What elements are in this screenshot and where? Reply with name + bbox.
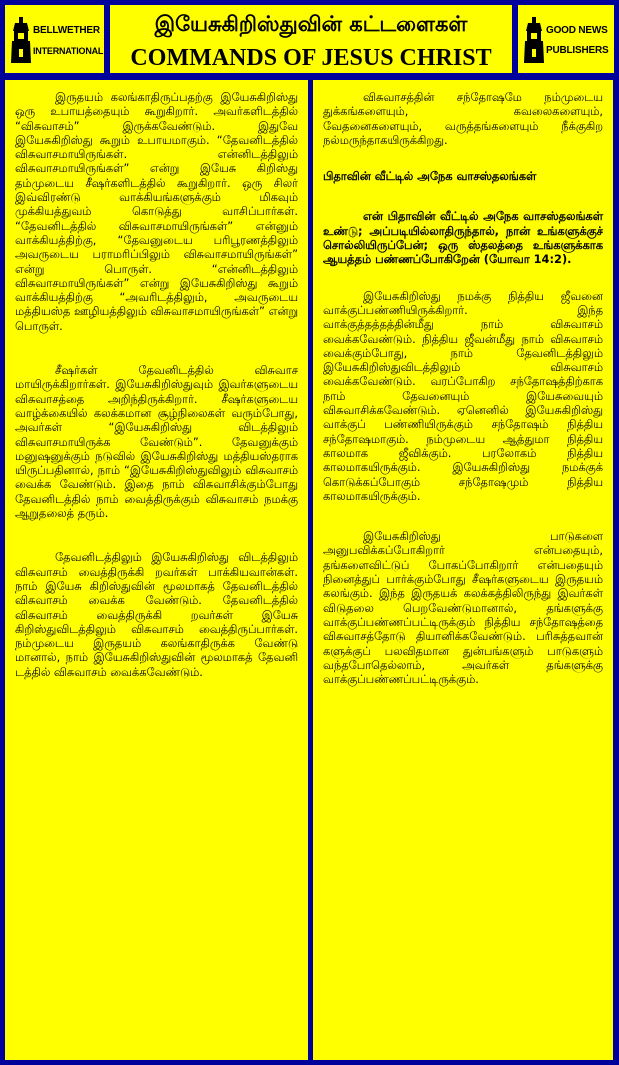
- logo-left-line1: BELLWETHER: [33, 25, 100, 36]
- left-paragraph-2: சீஷர்கள் தேவனிடத்தில் விசுவாச மாயிருக்கிறார்கள். இயேசுகிறிஸ்துவும் இவர்களுடைய விசுவாசத்தை அறிந்திருக்கிறார். சீஷர்களுடைய வாழ்க்கையில் கலக்கமான சூழ்நிலைகள் வரும்போது, அவர்கள் “இயேசுகிறிஸ்து விடத்திலும் விசுவாசமாயிருக்க வேண்டும்”. தேவனுக்கும் மனுஷனுக்கும் நடுவில் இயேசுகிறிஸ்து மத்தியஸ்தராக யிருப்பதினால், நாம் “இயேசுகிறிஸ்துவிலும் விசுவாசம் வைக்க வேண்டும். இதை நாம் விசுவாசிக்கும்போது தேவனிடத்தில் நாம் வைத்திருக்கும் விசுவாசம் நமக்கு ஆறுதலைத் தரும்.: [15, 363, 298, 521]
- left-column: [5, 80, 308, 1060]
- right-paragraph-1: விசுவாசத்தின் சந்தோஷமே நம்முடைய துக்கங்களையும், கவலைகளையும், வேதனைகளையும், வருத்தங்களையும் நீக்குகிற நல்மருந்தாகயிருக்கிறது.: [323, 90, 603, 147]
- header: [3, 3, 616, 75]
- section-heading: பிதாவின் வீட்டில் அநேக வாசஸ்தலங்கள்: [323, 169, 537, 184]
- right-paragraph-2: இயேசுகிறிஸ்து நமக்கு நித்திய ஜீவனை வாக்குப்பண்ணியிருக்கிறார். இந்த வாக்குத்தத்தத்தின்மீது நாம் விசுவாசம் வைக்கவேண்டும். நித்திய ஜீவன்மீது நாம் விசுவாசம் வைக்கும்போது, நாம் தேவனிடத்திலும் இயேசுகிறிஸ்துவிடத்திலும் விசுவாசம் வைக்கவேண்டும். வரப்போகிற சந்தோஷத்திற்காக நாம் தேவனையும் இயேசுவையும் விசுவாசிக்கவேண்டும். ஏனெனில் இயேசுகிறிஸ்து வாக்குப் பண்ணியிருக்கும் சந்தோஷம் நித்திய சந்தோஷமாகும். நம்முடைய ஆத்துமா நித்திய காலமாக ஜீவிக்கும். பரலோகம் நித்திய காலமாகயிருக்கும். இயேசுகிறிஸ்து நமக்குக் கொடுக்கப்போகும் சந்தோஷமும் நித்திய காலமாகயிருக்கும்.: [323, 288, 603, 503]
- right-paragraph-3: இயேசுகிறிஸ்து பாடுகளை அனுபவிக்கப்போகிறார் என்பதையும், தங்களைவிட்டுப் போகப்போகிறார் என்பதையும் நினைத்துப் பார்க்கும்போது சீஷர்களுடைய இருதயம் கலங்கும். இந்த இருதயக் கலக்கத்திலிருந்து இவர்கள் விடுதலை பெறவேண்டுமானால், தங்களுக்கு வாக்குப்பண்ணப்பட்டிருக்கும் நித்திய சந்தோஷத்தை விசுவாசத்தோடு தியானிக்கவேண்டும். பரிசுத்தவான் களுக்குப் பலவிதமான துன்பங்களும் பாடுகளும் வந்தபோதெல்லாம், அவர்கள் தங்களுக்கு வாக்குப்பண்ணப்பட்டிருக்கும்.: [323, 529, 603, 687]
- good-news-logo: [516, 3, 616, 75]
- right-column: [313, 80, 613, 1060]
- title-english: COMMANDS OF JESUS CHRIST: [130, 45, 492, 71]
- bell-tower-icon: [11, 17, 31, 63]
- logo-right-line2: PUBLISHERS: [546, 45, 609, 56]
- title-tamil: இயேசுகிறிஸ்துவின் கட்டளைகள்: [154, 12, 468, 36]
- left-paragraph-3: தேவனிடத்திலும் இயேசுகிறிஸ்து விடத்திலும் விசுவாசம் வைத்திருக்கி றவர்கள் பாக்கியவான்கள். நாம் இயேசு கிறிஸ்துவின் மூலமாகத் தேவனிடத்தில் விசுவாசம் வைக்க வேண்டும். தேவனிடத்தில் விசுவாசம் வைத்திருக்கி றவர்கள் இயேசு கிறிஸ்துவிடத்திலும் விசுவாசம் வைத்திருப்பார்கள். நம்முடைய இருதயம் கலங்காதிருக்க வேண்டு மானால், நாம் இயேசுகிறிஸ்துவின் மூலமாகத் தேவனி டத்தில் விசுவாசம் வைக்கவேண்டும்.: [15, 550, 298, 679]
- left-paragraph-1: இருதயம் கலங்காதிருப்பதற்கு இயேசுகிறிஸ்து ஒரு உபாயத்தையும் கூறுகிறார். அவர்களிடத்தில் “விசுவாசம்” இருக்கவேண்டும். இதுவே இயேசுகிறிஸ்து கூறும் உபாயமாகும். “தேவனிடத்தில் விசுவாசமாயிருங்கள். என்னிடத்திலும் விசுவாசமாயிருங்கள்” என்று இயேசு கிறிஸ்து தம்முடைய சீஷர்களிடத்தில் கூறுகிறார். ஒரு சிலர் இவ்விரண்டு வாக்கியங்களுக்கும் மிகவும் முக்கியத்துவம் கொடுத்து வாசிப்பார்கள். “தேவனிடத்தில் விசுவாசமாயிருங்கள்” என்னும் வாக்கியத்திற்கு, “தேவனுடைய பரிபூரணத்திலும் அவருடைய பராமரிப்பிலும் விசுவாசமாயிருங்கள்” என்று பொருள். “என்னிடத்திலும் விசுவாசமாயிருங்கள்” என்று இயேசுகிறிஸ்து கூறும் வாக்கியத்திற்கு “அவரிடத்திலும், அவருடைய மத்தியஸ்த ஊழியத்திலும் விசுவாசமாயிருங்கள்” என்று பொருள்.: [15, 90, 298, 333]
- title-box: [108, 3, 514, 75]
- logo-left-line2: INTERNATIONAL: [33, 46, 104, 56]
- bell-tower-icon: [524, 17, 544, 63]
- bellwether-logo: [3, 3, 106, 75]
- scripture-quote: என் பிதாவின் வீட்டில் அநேக வாசஸ்தலங்கள் உண்டு; அப்படியில்லாதிருந்தால், நான் உங்களுக்குச் சொல்லியிருப்பேன்; ஒரு ஸ்தலத்தை உங்களுக்காக ஆயத்தம் பண்ணப்போகிறேன் (யோவா 14:2).: [323, 209, 603, 267]
- logo-right-line1: GOOD NEWS: [546, 25, 608, 36]
